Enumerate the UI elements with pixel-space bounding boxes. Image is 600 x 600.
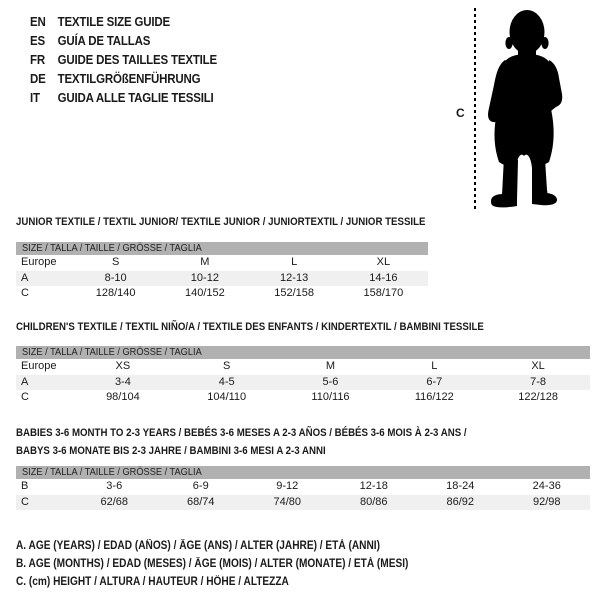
row-label: A <box>21 375 29 388</box>
language-title: TEXTILE SIZE GUIDE <box>57 14 170 29</box>
table-row <box>16 271 428 287</box>
language-row <box>30 50 217 69</box>
table-cell: 92/98 <box>532 495 561 508</box>
language-code: IT <box>30 91 40 106</box>
row-label: Europe <box>21 256 57 268</box>
table-row <box>16 359 590 375</box>
table-row <box>16 390 590 406</box>
table-cell: 140/152 <box>184 287 225 299</box>
table-cell: 62/68 <box>100 495 129 508</box>
size-table-header <box>16 346 590 359</box>
table-cell: 10-12 <box>190 271 219 284</box>
row-label: A <box>21 271 29 284</box>
table-cell: 80/86 <box>359 495 388 508</box>
table-cell: 14-16 <box>369 271 398 284</box>
section-title <box>16 425 590 460</box>
table-cell: L <box>431 360 438 372</box>
row-label: B <box>21 480 29 492</box>
language-title: GUIDE DES TAILLES TEXTILE <box>57 52 218 67</box>
size-header-text: SIZE / TALLA / TAILLE / GRÖSSE / TAGLIA <box>22 346 202 358</box>
table-row <box>16 375 590 391</box>
table-cell: 98/104 <box>106 391 140 403</box>
section-title <box>16 321 590 334</box>
size-header-text: SIZE / TALLA / TAILLE / GRÖSSE / TAGLIA <box>22 466 202 478</box>
language-code: ES <box>30 33 45 48</box>
table-cell: M <box>200 256 210 268</box>
table-cell: 116/122 <box>414 391 454 403</box>
baby-silhouette-icon <box>482 5 567 211</box>
table-cell: 6-9 <box>192 480 209 492</box>
section-title-line: BABIES 3-6 MONTH TO 2-3 YEARS / BEBÉS 3-6 MESES A 2-3 AÑOS / BÉBÉS 3-6 MOIS À 2-3 ANS / <box>16 427 467 439</box>
table-cell: 3-4 <box>114 375 131 388</box>
table-cell: 86/92 <box>446 495 475 508</box>
table-cell: 12-13 <box>280 271 309 284</box>
language-code: FR <box>30 52 45 67</box>
row-label: C <box>21 391 29 403</box>
section-title <box>16 216 428 229</box>
table-cell: XL <box>531 360 545 372</box>
table-cell: 152/158 <box>274 287 314 299</box>
size-table-header <box>16 466 590 479</box>
table-cell: 74/80 <box>273 495 302 508</box>
size-header-text: SIZE / TALLA / TAILLE / GRÖSSE / TAGLIA <box>22 242 202 254</box>
table-cell: 4-5 <box>218 375 235 388</box>
section-title-line: CHILDREN'S TEXTILE / TEXTIL NIÑO/A / TEXTILE DES ENFANTS / KINDERTEXTIL / BAMBINI TESSILE <box>16 321 484 333</box>
size-table-header <box>16 242 428 255</box>
size-table <box>16 466 590 510</box>
table-cell: 3-6 <box>106 480 123 492</box>
footnotes <box>16 537 462 592</box>
table-cell: XL <box>376 256 391 268</box>
table-cell: 68/74 <box>186 495 215 508</box>
row-label: C <box>21 495 29 508</box>
table-row <box>16 286 428 302</box>
table-row <box>16 255 428 271</box>
table-cell: 18-24 <box>446 480 475 492</box>
language-code: DE <box>30 72 46 87</box>
table-cell: XS <box>115 360 131 372</box>
language-row <box>30 89 217 108</box>
table-cell: 104/110 <box>207 391 247 403</box>
height-measure-line <box>474 8 476 209</box>
table-cell: 6-7 <box>426 375 443 388</box>
language-row <box>30 31 217 50</box>
table-cell: S <box>111 256 120 268</box>
section-title-line: JUNIOR TEXTILE / TEXTIL JUNIOR/ TEXTILE JUNIOR / JUNIORTEXTIL / JUNIOR TESSILE <box>16 216 426 228</box>
language-list <box>30 12 233 108</box>
size-table <box>16 242 428 302</box>
table-cell: 8-10 <box>104 271 127 284</box>
measure-label-c: C <box>456 106 465 120</box>
section-babies-textile <box>16 425 590 510</box>
row-label: Europe <box>21 360 57 372</box>
table-cell: L <box>291 256 298 268</box>
footnote-line: C. (cm) HEIGHT / ALTURA / HAUTEUR / HÖHE / ALTEZZA <box>16 576 289 589</box>
table-cell: 110/116 <box>311 391 350 403</box>
table-cell: 128/140 <box>95 287 136 299</box>
footnote-line: B. AGE (MONTHS) / EDAD (MESES) / ÂGE (MOIS) / ALTER (MONATE) / ETÀ (MESI) <box>16 558 409 571</box>
table-cell: 7-8 <box>530 375 547 388</box>
language-code: EN <box>30 14 46 29</box>
table-row <box>16 495 590 511</box>
table-cell: 158/170 <box>363 287 404 299</box>
table-row <box>16 479 590 495</box>
language-row <box>30 12 217 31</box>
footnote-line: A. AGE (YEARS) / EDAD (AÑOS) / ÂGE (ANS) / ALTER (JAHRE) / ETÀ (ANNI) <box>16 540 380 552</box>
language-row <box>30 70 217 89</box>
table-cell: 5-6 <box>322 375 339 388</box>
section-title-line: BABYS 3-6 MONATE BIS 2-3 JAHRE / BAMBINI 3-6 MESI A 2-3 ANNI <box>16 444 326 457</box>
section-childrens-textile <box>16 321 590 406</box>
section-junior-textile <box>16 216 428 302</box>
row-label: C <box>21 287 29 299</box>
table-cell: 24-36 <box>532 480 561 492</box>
language-title: TEXTILGRÖßENFÜHRUNG <box>57 72 201 87</box>
size-table <box>16 346 590 406</box>
table-cell: S <box>223 360 231 372</box>
table-cell: 12-18 <box>359 480 388 492</box>
table-cell: 122/128 <box>518 391 558 403</box>
language-title: GUIDA ALLE TAGLIE TESSILI <box>57 91 214 106</box>
language-title: GUÍA DE TALLAS <box>57 33 151 48</box>
table-cell: 9-12 <box>276 480 299 492</box>
table-cell: M <box>325 360 336 372</box>
